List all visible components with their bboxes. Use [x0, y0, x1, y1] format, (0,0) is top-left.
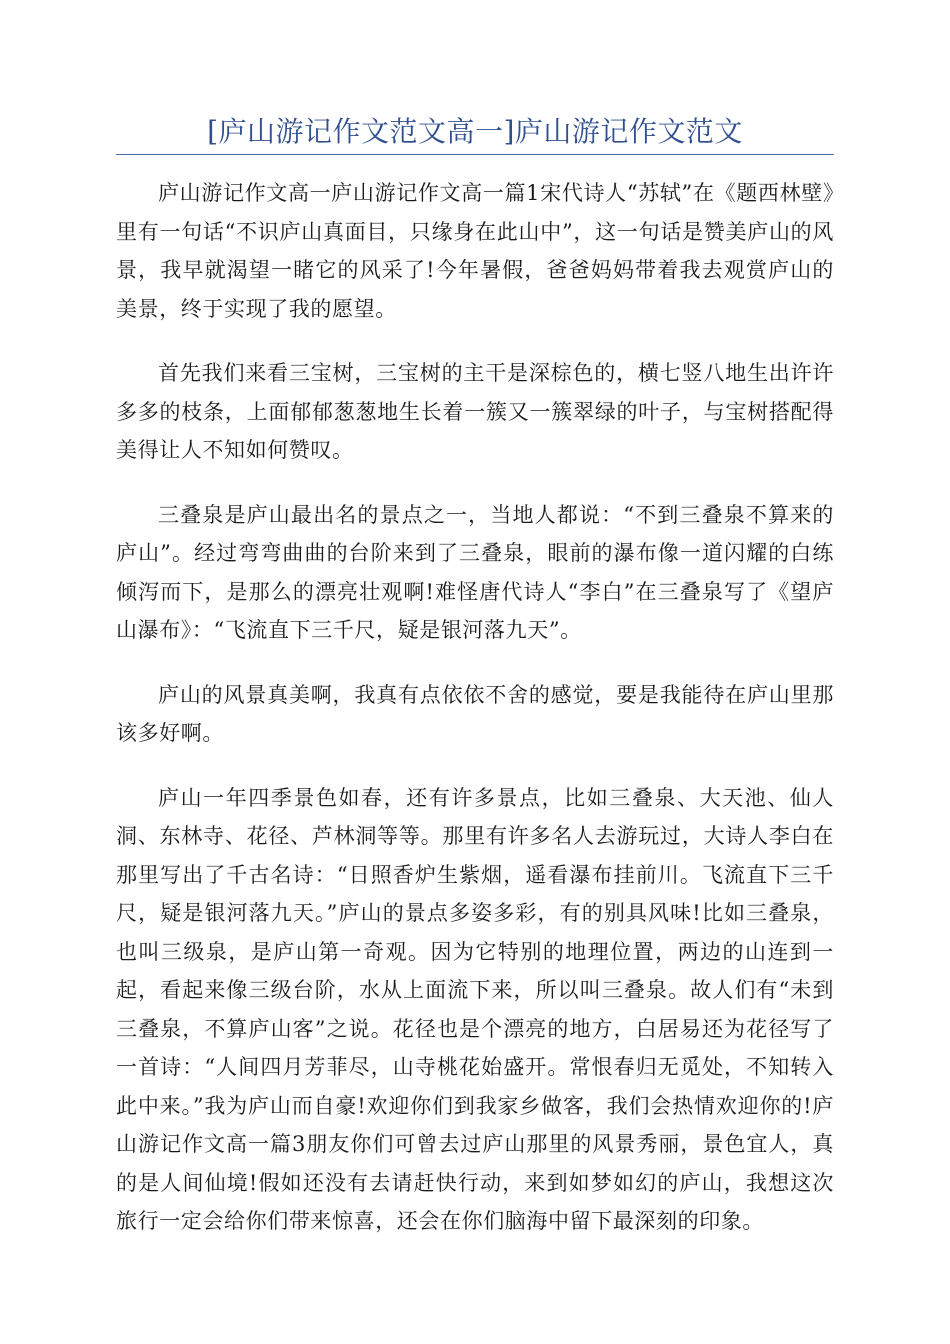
- paragraph-1: 庐山游记作文高一庐山游记作文高一篇1宋代诗人“苏轼”在《题西林壁》里有一句话“不识庐山真面目，只缘身在此山中”，这一句话是赞美庐山的风景，我早就渴望一睹它的风采了!今年暑假，爸爸妈妈带着我去观赏庐山的美景，终于实现了我的愿望。: [116, 181, 834, 321]
- page-title: [庐山游记作文范文高一]庐山游记作文范文: [207, 115, 743, 148]
- paragraph-5: 庐山一年四季景色如春，还有许多景点，比如三叠泉、大天池、仙人洞、东林寺、花径、芦林洞等等。那里有许多名人去游玩过，大诗人李白在那里写出了千古名诗：“日照香炉生紫烟，遥看瀑布挂前川。飞流直下三千尺，疑是银河落九天。”庐山的景点多姿多彩，有的别具风味!比如三叠泉，也叫三级泉，是庐山第一奇观。因为它特别的地理位置，两边的山连到一起，看起来像三级台阶，水从上面流下来，所以叫三叠泉。故人们有“未到三叠泉，不算庐山客”之说。花径也是个漂亮的地方，白居易还为花径写了一首诗：“人间四月芳菲尽，山寺桃花始盛开。常恨春归无觅处，不知转入此中来。”我为庐山而自豪!欢迎你们到我家乡做客，我们会热情欢迎你的!庐山游记作文高一篇3朋友你们可曾去过庐山那里的风景秀丽，景色宜人，真的是人间仙境!假如还没有去请赶快行动，来到如梦如幻的庐山，我想这次旅行一定会给你们带来惊喜，还会在你们脑海中留下最深刻的印象。: [116, 785, 834, 1233]
- title-divider: [116, 154, 834, 155]
- paragraph-4: 庐山的风景真美啊，我真有点依依不舍的感觉，要是我能待在庐山里那该多好啊。: [116, 682, 834, 745]
- article-body: [116, 174, 834, 1267]
- paragraph-3: 三叠泉是庐山最出名的景点之一，当地人都说：“不到三叠泉不算来的庐山”。经过弯弯曲曲的台阶来到了三叠泉，眼前的瀑布像一道闪耀的白练倾泻而下，是那么的漂亮壮观啊!难怪唐代诗人“李白”在三叠泉写了《望庐山瀑布》：“飞流直下三千尺，疑是银河落九天”。: [116, 502, 834, 642]
- paragraph-2: 首先我们来看三宝树，三宝树的主干是深棕色的，横七竖八地生出许许多多的枝条，上面郁郁葱葱地生长着一簇又一簇翠绿的叶子，与宝树搭配得美得让人不知如何赞叹。: [116, 361, 834, 462]
